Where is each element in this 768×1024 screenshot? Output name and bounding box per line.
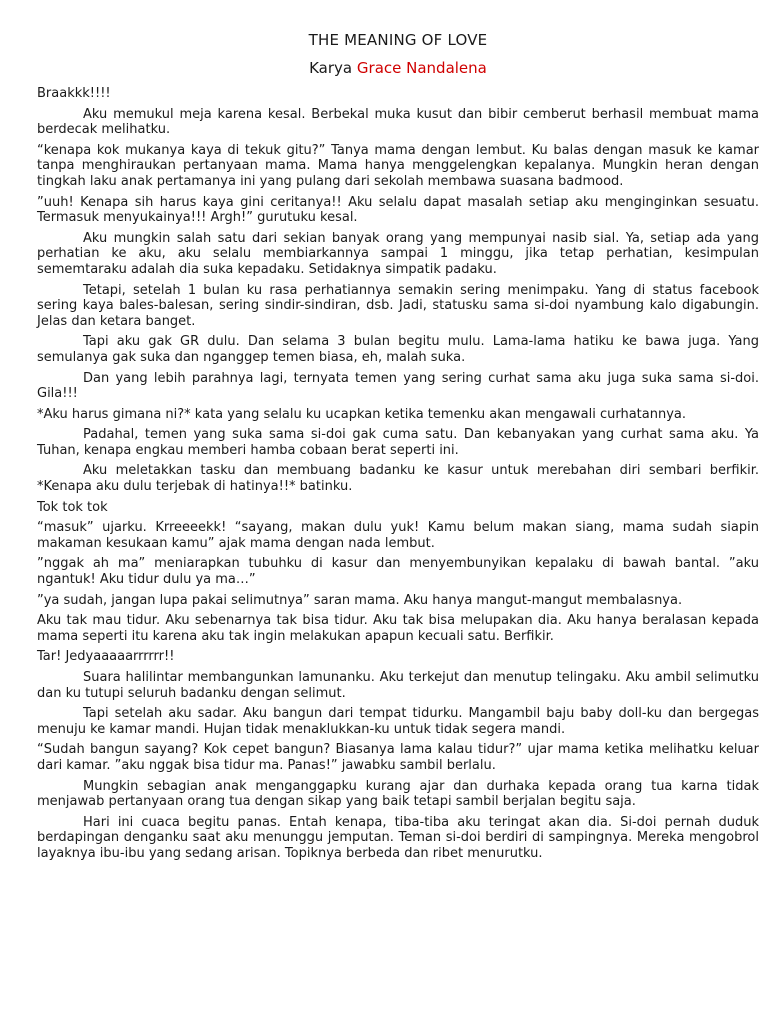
story-paragraph: ”ya sudah, jangan lupa pakai selimutnya” saran mama. Aku hanya mangut-mangut membalasnya. xyxy=(37,592,683,608)
story-paragraph: Aku memukul meja karena kesal. Berbekal muka kusut dan bibir cemberut berhasil membuat mama berdecak melihatku. xyxy=(37,106,759,138)
author-name: Grace Nandalena xyxy=(356,59,487,77)
story-body xyxy=(37,86,759,862)
story-paragraph: Hari ini cuaca begitu panas. Entah kenapa, tiba-tiba aku teringat akan dia. Si-doi pernah duduk berdapingan denganku saat aku menunggu jemputan. Teman si-doi berdiri di sampingnya. Mereka mengobrol layaknya ibu-ibu yang sedang arisan. Topiknya berbeda dan ribet menurutku. xyxy=(37,814,759,861)
story-paragraph: Tapi aku gak GR dulu. Dan selama 3 bulan begitu mulu. Lama-lama hatiku ke bawa juga. Yang semulanya gak suka dan nganggep temen biasa, eh, malah suka. xyxy=(37,334,759,365)
document-title: THE MEANING OF LOVE xyxy=(308,31,488,49)
story-paragraph: Braakkk!!!! xyxy=(37,86,111,101)
story-paragraph: ”nggak ah ma” meniarapkan tubuhku di kasur dan menyembunyikan kepalaku di bawah bantal. ”aku ngantuk! Aku tidur dulu ya ma…” xyxy=(37,556,759,588)
story-paragraph: “kenapa kok mukanya kaya di tekuk gitu?” Tanya mama dengan lembut. Ku balas dengan masuk ke kamar tanpa menghiraukan pertanyaan mama. Mama hanya menggelengkan kepalanya. Mungkin heran dengan tingkah laku anak pertamanya ini yang pulang dari sekolah membawa suasana badmood. xyxy=(37,142,759,189)
story-paragraph: Tetapi, setelah 1 bulan ku rasa perhatiannya semakin sering menimpaku. Yang di status facebook sering kaya bales-balesan, sering sindir-sindiran, dsb. Jadi, statusku sama si-doi nyambung kalo digabungin. Jelas dan ketara banget. xyxy=(37,282,759,329)
story-paragraph: ”uuh! Kenapa sih harus kaya gini ceritanya!! Aku selalu dapat masalah setiap aku menginginkan sesuatu. Termasuk menyukainya!!! Argh!” gurutuku kesal. xyxy=(37,194,759,226)
byline-prefix: Karya xyxy=(309,59,353,77)
story-paragraph: *Aku harus gimana ni?* kata yang selalu ku ucapkan ketika temenku akan mengawali curhatannya. xyxy=(37,406,687,422)
document-page xyxy=(37,31,759,867)
story-paragraph: Aku meletakkan tasku dan membuang badanku ke kasur untuk merebahan diri sembari berfikir. *Kenapa aku dulu terjebak di hatinya!!* batinku. xyxy=(37,463,759,495)
story-paragraph: Mungkin sebagian anak menganggapku kurang ajar dan durhaka kepada orang tua karna tidak menjawab pertanyaan orang tua dengan sikap yang baik tetapi sambil berjalan begitu saja. xyxy=(37,778,759,810)
story-paragraph: Tok tok tok xyxy=(37,499,108,515)
story-paragraph: Padahal, temen yang suka sama si-doi gak cuma satu. Dan kebanyakan yang curhat sama aku. Ya Tuhan, kenapa engkau memberi hamba cobaan berat seperti ini. xyxy=(37,427,759,458)
story-paragraph: Aku mungkin salah satu dari sekian banyak orang yang mempunyai nasib sial. Ya, setiap ada yang perhatian ke aku, aku selalu membiarkannya sampai 1 minggu, jika tetap perhatian, kesimpulan sememtaraku adalah dia suka kepadaku. Setidaknya simpatik padaku. xyxy=(37,230,759,277)
story-paragraph: Dan yang lebih parahnya lagi, ternyata temen yang sering curhat sama aku juga suka sama si-doi. Gila!!! xyxy=(37,370,759,402)
byline xyxy=(37,59,759,77)
story-paragraph: Suara halilintar membangunkan lamunanku. Aku terkejut dan menutup telingaku. Aku ambil selimutku dan ku tutupi seluruh badanku dengan selimut. xyxy=(37,670,759,701)
story-paragraph: Tar! Jedyaaaaarrrrrr!! xyxy=(37,649,175,665)
story-paragraph: “Sudah bangun sayang? Kok cepet bangun? Biasanya lama kalau tidur?” ujar mama ketika melihatku keluar dari kamar. ”aku nggak bisa tidur ma. Panas!” jawabku sambil berlalu. xyxy=(37,742,759,773)
story-paragraph: Tapi setelah aku sadar. Aku bangun dari tempat tidurku. Mangambil baju baby doll-ku dan bergegas menuju ke kamar mandi. Hujan tidak menaklukkan-ku untuk tidak segera mandi. xyxy=(37,706,759,737)
story-paragraph: Aku tak mau tidur. Aku sebenarnya tak bisa tidur. Aku tak bisa melupakan dia. Aku hanya beralasan kepada mama seperti itu karena aku tak ingin melakukan apapun kecuali satu. Berfikir. xyxy=(37,613,759,644)
story-paragraph: “masuk” ujarku. Krreeeekk! “sayang, makan dulu yuk! Kamu belum makan siang, mama sudah siapin makaman kesukaan kamu” ajak mama dengan nada lembut. xyxy=(37,520,759,551)
